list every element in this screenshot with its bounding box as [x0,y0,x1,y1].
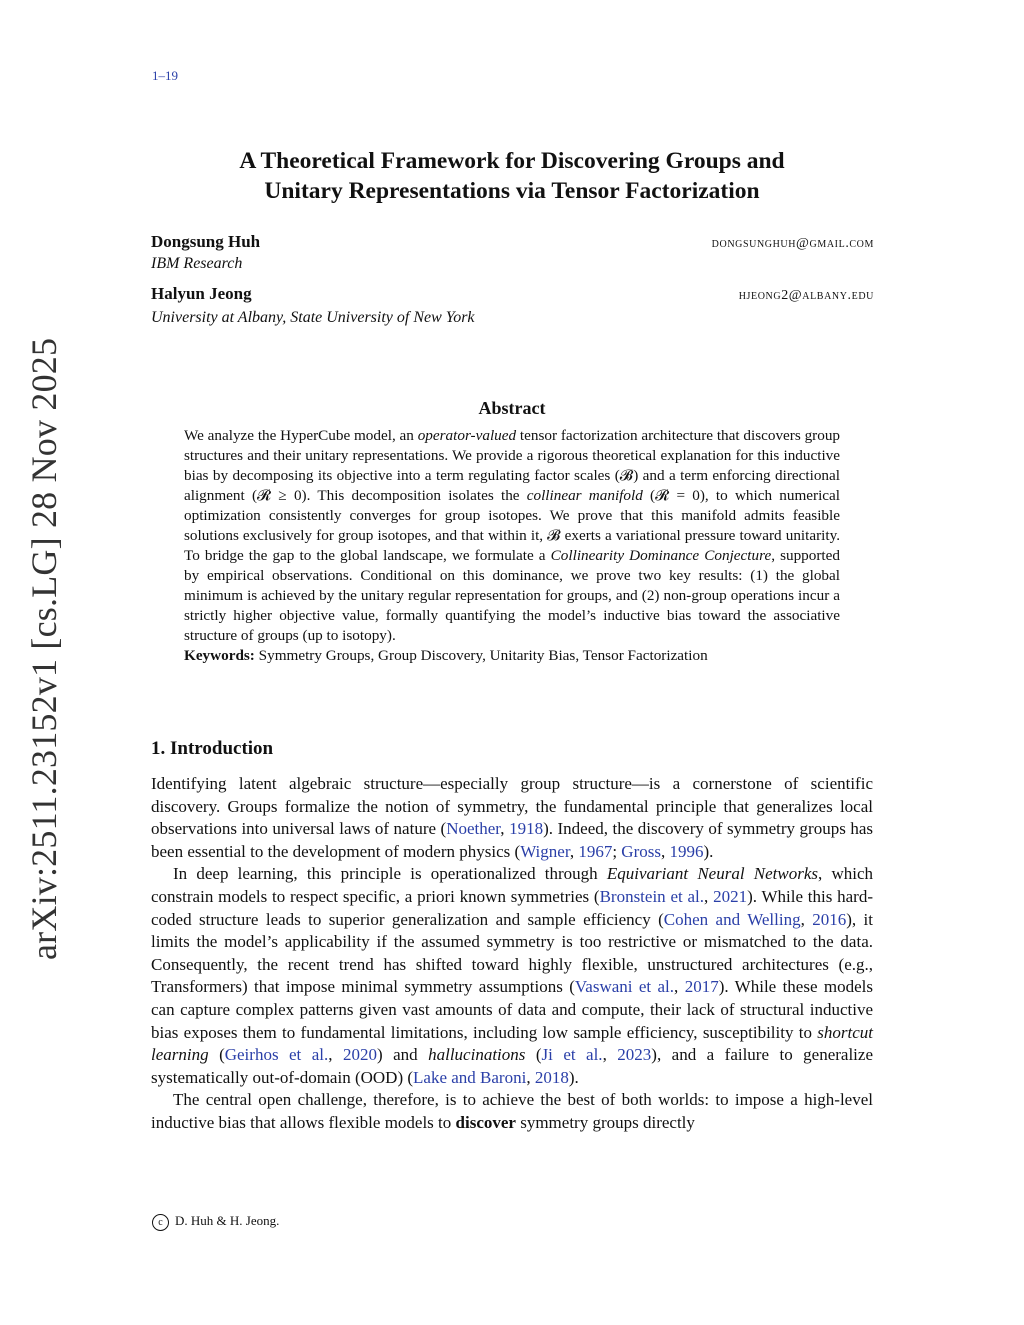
citation-year-link[interactable]: 2017 [684,977,719,997]
abstract-emphasis: Collinearity Dominance Conjecture [550,547,772,564]
abstract-emphasis: collinear manifold [526,487,643,504]
abstract-heading: Abstract [478,398,546,418]
citation-year-link[interactable]: 1967 [578,841,613,861]
body-text: , [704,886,714,906]
body-text: ). While these models can capture complex patterns given vast amounts of data and compute, their lack of structural inductive bias exposes them to fundamental limitations, including low sample efficiency, susceptibility to [151,977,874,1042]
footer-copyright [152,1213,279,1231]
body-text: , which constrain models to respect specific, a priori known symmetries ( [151,864,874,906]
body-bold: discover [455,1112,516,1132]
author-email-2[interactable]: hjeong2@albany.edu [738,288,874,303]
body-text: , [674,977,685,997]
title-line-2: Unitary Representations via Tensor Factorization [264,178,760,204]
body-text: ). [703,841,714,861]
arxiv-identifier: arXiv:2511.23152v1 [cs.LG] 28 Nov 2025 [24,337,64,960]
abstract-emphasis: operator-valued [417,427,517,444]
citation-link[interactable]: Ji et al. [541,1045,603,1065]
abstract-paragraph [184,426,840,646]
body-text: ; [612,841,622,861]
body-text: ( [208,1045,225,1065]
body-text: In deep learning, this principle is operationalized through [173,864,607,884]
paper-title [150,146,874,206]
abstract-body [184,426,840,666]
citation-year-link[interactable]: 2018 [534,1067,569,1087]
body-text: , [800,909,813,929]
body-text: , [569,841,579,861]
keywords-label: Keywords: [184,647,255,664]
body-text: symmetry groups directly [515,1112,695,1132]
body-text: The central open challenge, therefore, is to achieve the best of both worlds: to impose a high-level inductive bias that allows flexible models to [151,1090,873,1132]
citation-year-link[interactable]: 2023 [617,1045,652,1065]
citation-link[interactable]: Gross [621,841,661,861]
citation-link[interactable]: Wigner [520,841,570,861]
copyright-icon: c [152,1214,169,1231]
abstract-text: We analyze the HyperCube model, an [184,427,418,444]
citation-year-link[interactable]: 2016 [812,909,847,929]
body-text: , [526,1067,535,1087]
body-text: , [500,819,510,839]
author-name-1: Dongsung Huh [151,232,261,251]
keywords-text: Symmetry Groups, Group Discovery, Unitarity Bias, Tensor Factorization [254,647,708,664]
body-text: ). Indeed, the discovery of symmetry groups has been essential to the development of modern physics ( [151,819,873,861]
abstract-text: tensor factorization architecture that discovers group structures and their unitary representations. We provide a rigorous theoretical explanation for this inductive bias by decomposing its objective into a term regulating factor scales (𝓑) and a term enforcing directional alignment (𝓡 ≥ 0). This decomposition isolates the [184,427,841,504]
footer-text: D. Huh & H. Jeong. [175,1213,280,1228]
section-heading-introduction: 1. Introduction [151,738,274,759]
body-text: ( [525,1045,542,1065]
title-line-1: A Theoretical Framework for Discovering Groups and [239,148,785,174]
author-email-1[interactable]: dongsunghuh@gmail.com [711,236,874,251]
intro-paragraph-1 [151,773,873,863]
citation-link[interactable]: Geirhos et al. [224,1045,329,1065]
citation-link[interactable]: Bronstein et al. [599,886,705,906]
introduction-body [151,773,873,1135]
abstract-text: , supported by empirical observations. Conditional on this dominance, we prove two key results: (1) the global minimum is achieved by the unitary regular representation for groups, and (2) non-group operations incur a strictly higher objective value, formally quantifying the model’s inductive bias toward the associative structure of groups (up to isotopy). [184,547,840,644]
citation-link[interactable]: Lake and Baroni [413,1067,527,1087]
citation-link[interactable]: Vaswani et al. [574,977,675,997]
body-emphasis: Equivariant Neural Networks [606,864,818,884]
citation-link[interactable]: Cohen and Welling [663,909,801,929]
page-range: 1–19 [152,68,178,83]
citation-link[interactable]: Noether [446,819,501,839]
author-affiliation-2: University at Albany, State University of New York [151,309,475,326]
body-emphasis: hallucinations [428,1045,526,1065]
citation-year-link[interactable]: 1996 [669,841,704,861]
body-text: ) and [376,1045,429,1065]
keywords [184,646,840,666]
citation-year-link[interactable]: 1918 [509,819,544,839]
author-affiliation-1: IBM Research [151,255,243,272]
body-text: Identifying latent algebraic structure—especially group structure—is a cornerstone of scientific discovery. Groups formalize the notion of symmetry, the fundamental principle that generalizes local observations into universal laws of nature ( [151,774,873,839]
citation-year-link[interactable]: 2020 [342,1045,377,1065]
body-text: ). While this hard-coded structure leads to superior generalization and sample efficiency ( [151,886,873,929]
citation-year-link[interactable]: 2021 [713,886,748,906]
abstract-text: (𝓡 = 0), to which numerical optimization consistently converges for group isotopes. We prove that this manifold admits feasible solutions exclusively for group isotopes, and that within it, 𝓑 exerts a variational pressure toward unitarity. To bridge the gap to the global landscape, we formulate a [184,487,841,564]
intro-paragraph-3 [151,1089,873,1134]
body-text: , [328,1045,343,1065]
body-text: ). [568,1067,579,1087]
body-text: ), and a failure to generalize systematically out-of-domain (OOD) ( [151,1045,873,1087]
intro-paragraph-2 [151,863,873,1089]
body-text: , [602,1045,618,1065]
body-emphasis: shortcut learning [151,1022,873,1065]
body-text: ), it limits the model’s applicability if the assumed symmetry is too restrictive or mismatched to the data. Consequently, the recent trend has shifted toward highly flexible, unstructured architectures (e.g., Transformers) that impose minimal symmetry assumptions ( [151,909,874,997]
body-text: , [660,841,670,861]
author-name-2: Halyun Jeong [151,284,252,303]
